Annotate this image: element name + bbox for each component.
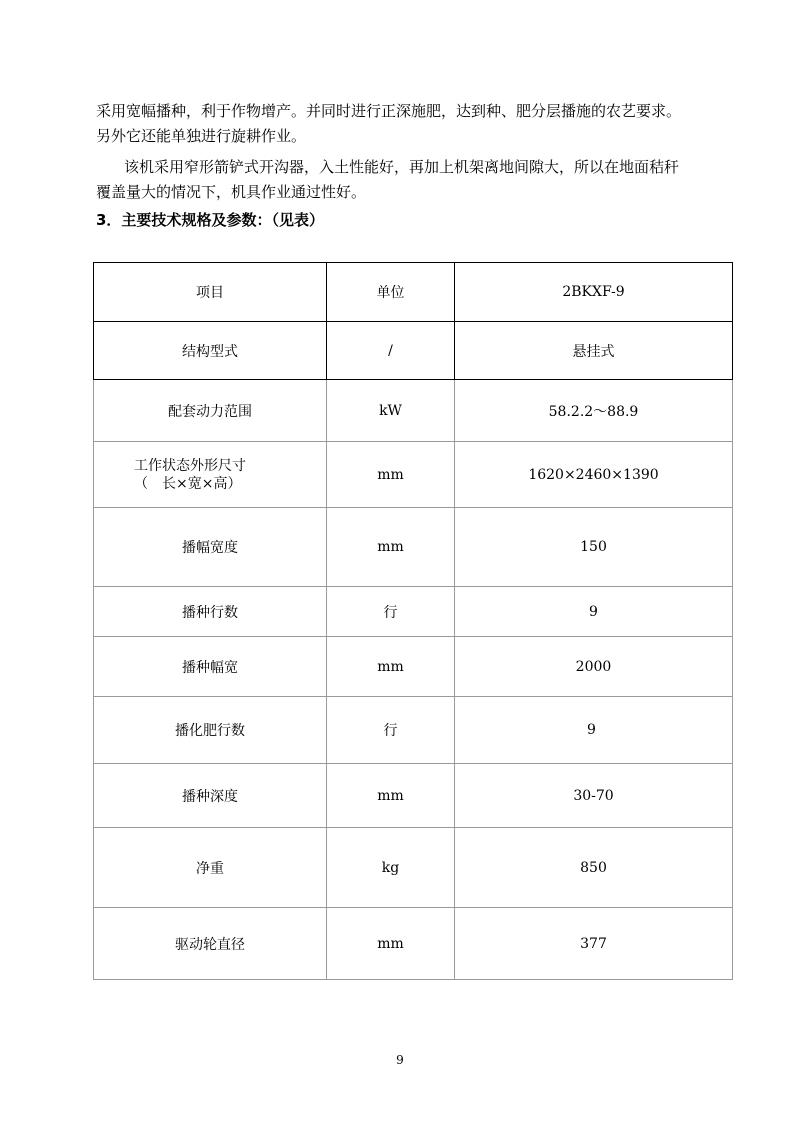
row-unit: 行 [327, 587, 455, 637]
row-unit: / [327, 322, 455, 380]
header-model: 2BKXF-9 [455, 263, 733, 322]
row-value: 2000 [455, 637, 733, 697]
table-row [94, 764, 733, 828]
row-unit: mm [327, 764, 455, 828]
intro-paragraph-line-1: 采用宽幅播种，利于作物增产。并同时进行正深施肥，达到种、肥分层播施的农艺要求。 [96, 102, 682, 120]
row-value: 9 [455, 697, 733, 764]
table-row [94, 908, 733, 980]
intro-paragraph-line-2: 另外它还能单独进行旋耕作业。 [96, 127, 307, 145]
row-item: 播种幅宽 [94, 637, 327, 697]
spec-table [93, 262, 733, 980]
row-unit: kW [327, 380, 455, 442]
opener-paragraph-line-2: 覆盖量大的情况下，机具作业通过性好。 [96, 183, 367, 201]
row-unit: mm [327, 637, 455, 697]
row-value: 150 [455, 508, 733, 587]
row-value: 9 [455, 587, 733, 637]
row-unit: kg [327, 828, 455, 908]
row-value: 850 [455, 828, 733, 908]
page-number: 9 [396, 1053, 404, 1067]
row-value: 悬挂式 [455, 322, 733, 380]
row-item: 结构型式 [94, 322, 327, 380]
row-value: 1620×2460×1390 [455, 442, 733, 508]
row-unit: mm [327, 442, 455, 508]
opener-paragraph-line-1: 该机采用窄形箭铲式开沟器，入土性能好，再加上机架离地间隙大，所以在地面秸秆 [124, 158, 680, 176]
table-row [94, 828, 733, 908]
row-unit: mm [327, 508, 455, 587]
table-header-row [94, 263, 733, 322]
table-row [94, 322, 733, 380]
section-heading: 3．主要技术规格及参数：（见表） [96, 211, 324, 229]
row-item: 播种深度 [94, 764, 327, 828]
row-value: 30-70 [455, 764, 733, 828]
row-value: 377 [455, 908, 733, 980]
row-item: 播种行数 [94, 587, 327, 637]
row-item: 配套动力范围 [94, 380, 327, 442]
table-row [94, 587, 733, 637]
table-row [94, 442, 733, 508]
row-unit: 行 [327, 697, 455, 764]
row-item [94, 442, 327, 508]
row-value: 58.2.2～88.9 [455, 380, 733, 442]
header-unit: 单位 [327, 263, 455, 322]
table-row [94, 380, 733, 442]
table-row [94, 637, 733, 697]
header-item: 项目 [94, 263, 327, 322]
row-item: 净重 [94, 828, 327, 908]
table-row [94, 508, 733, 587]
row-item-line-1: 工作状态外形尺寸 [134, 457, 246, 474]
row-item: 驱动轮直径 [94, 908, 327, 980]
row-item: 播幅宽度 [94, 508, 327, 587]
row-unit: mm [327, 908, 455, 980]
row-item-line-2: （ 长×宽×高） [134, 475, 242, 492]
row-item: 播化肥行数 [94, 697, 327, 764]
table-row [94, 697, 733, 764]
